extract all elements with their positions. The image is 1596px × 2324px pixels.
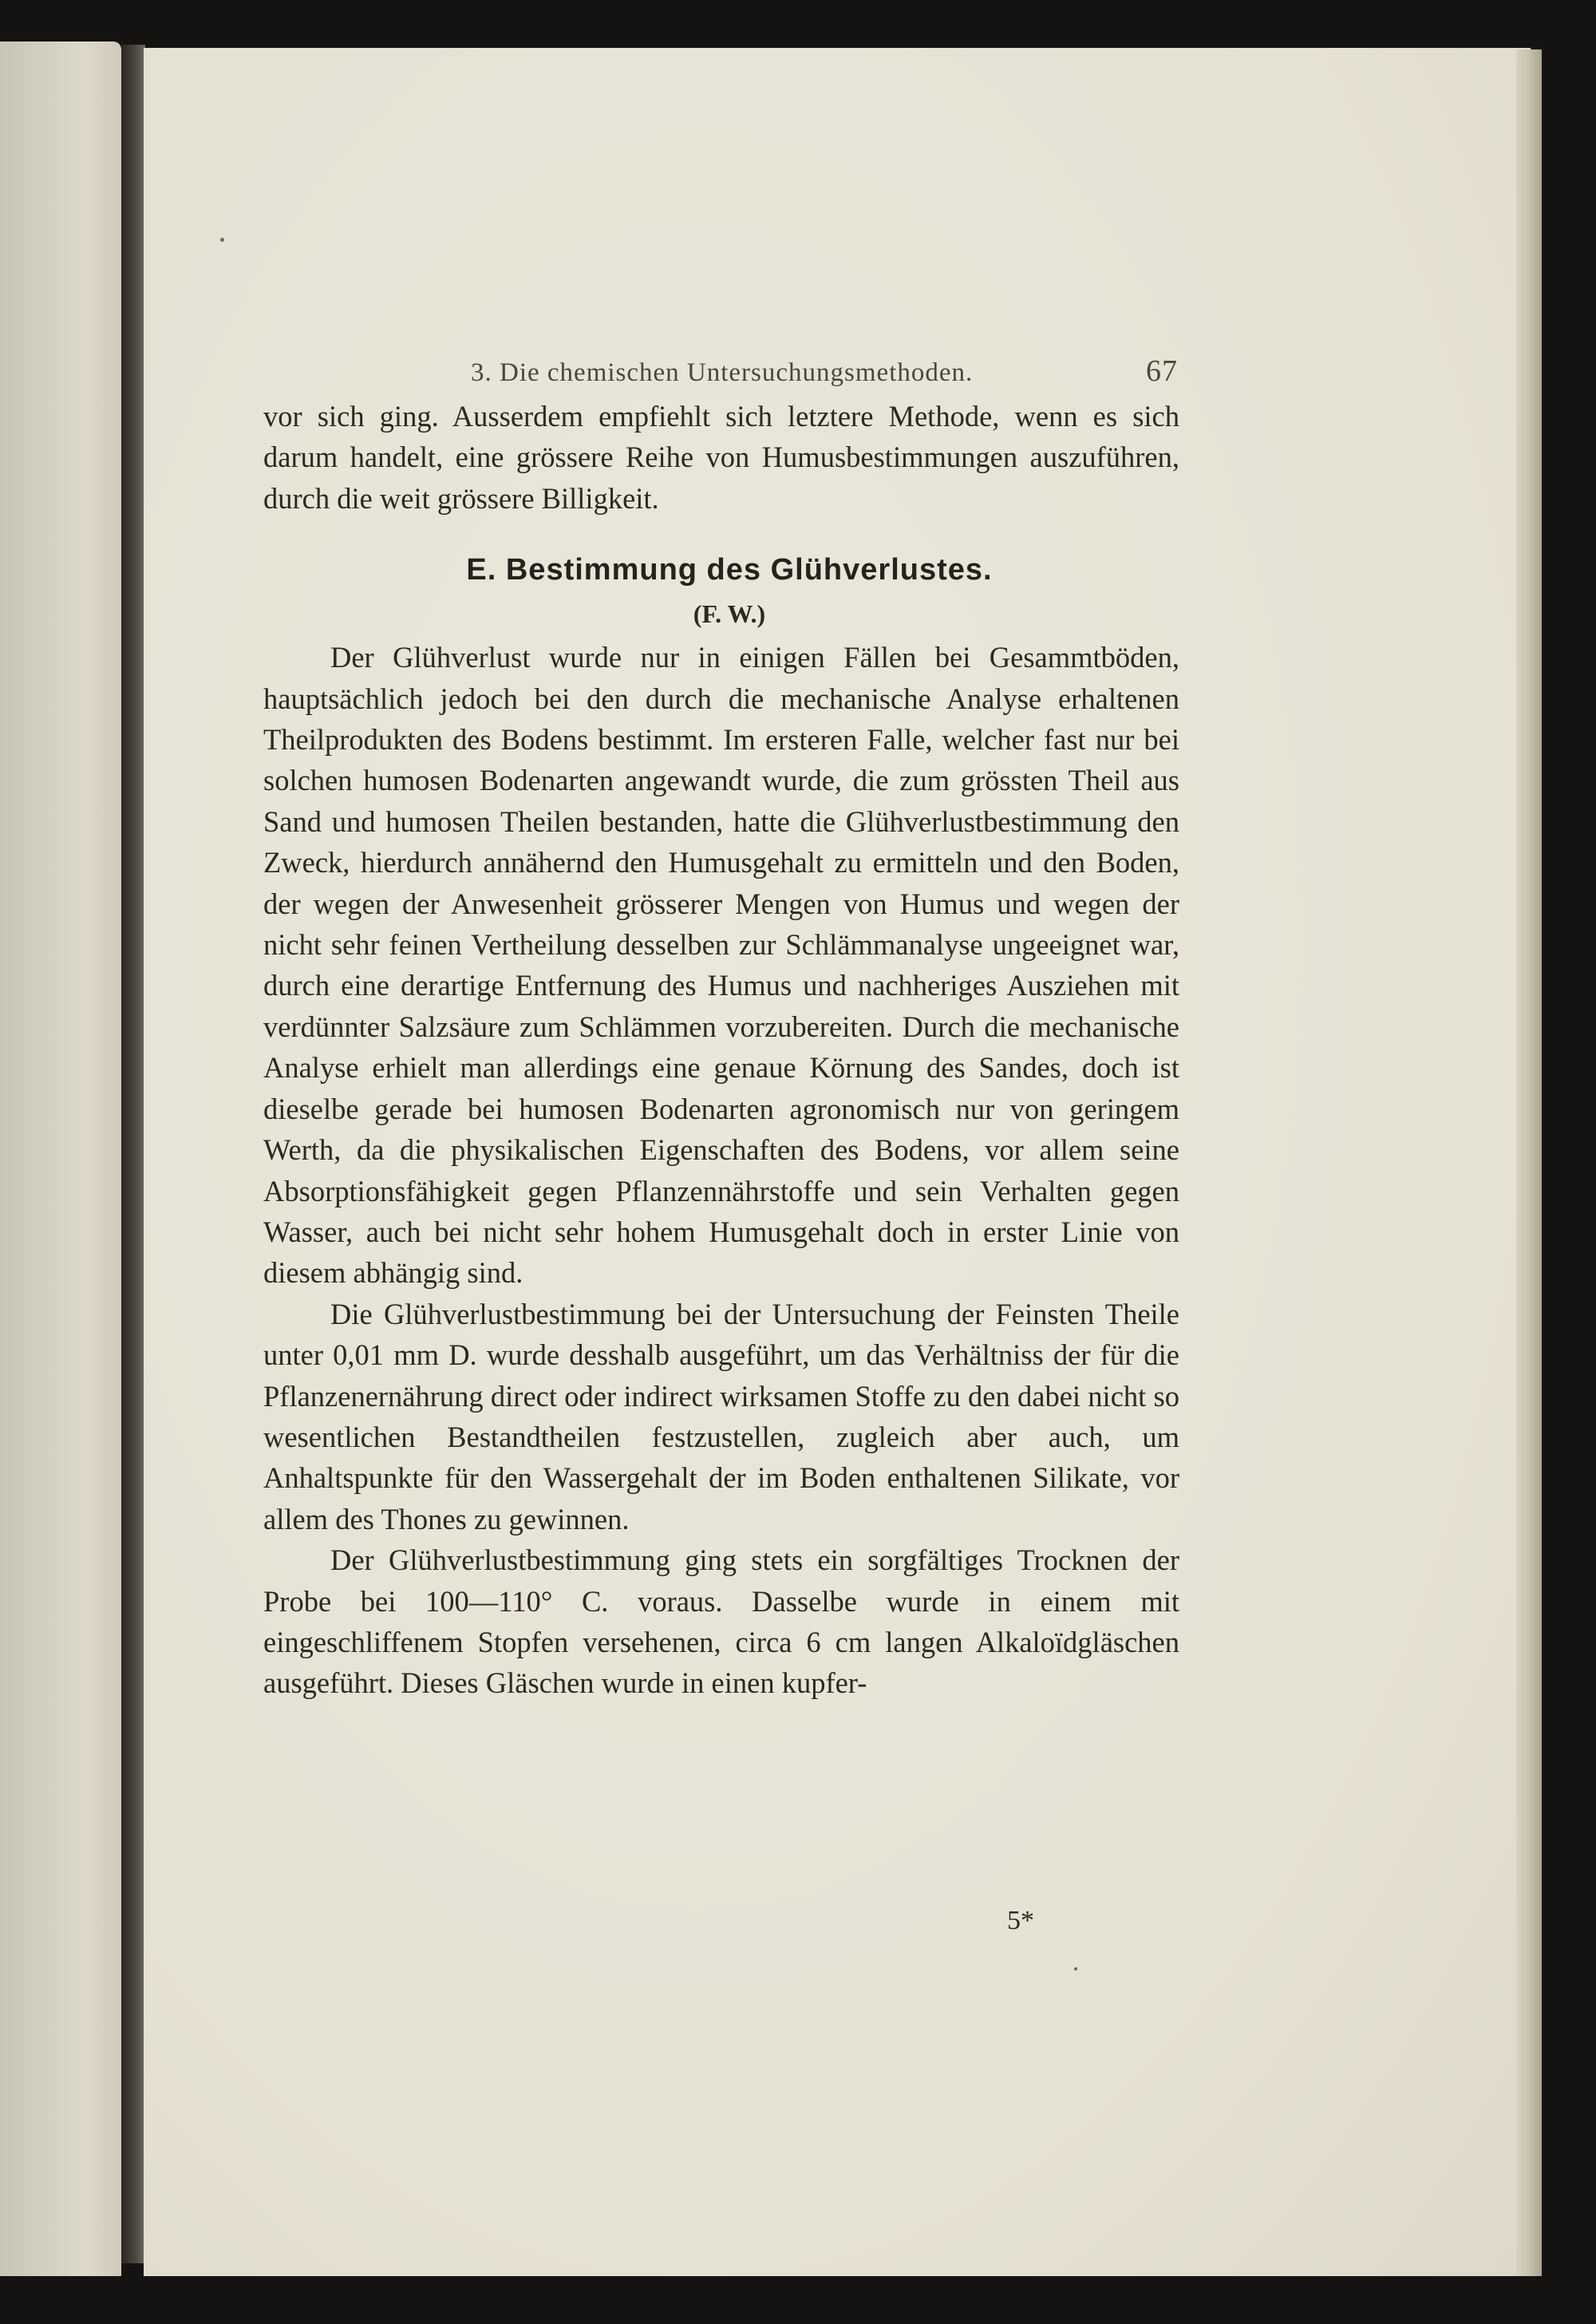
- paper-speck: [1074, 1967, 1077, 1970]
- page-text: [263, 351, 1179, 1704]
- running-title: 3. Die chemischen Untersuchungsmethoden.: [471, 358, 974, 387]
- page-number: 67: [1146, 354, 1178, 388]
- left-page-edge: [0, 42, 121, 2276]
- paragraph: Der Glühverlust wurde nur in einigen Fällen bei Gesammtböden, hauptsächlich jedoch bei den durch die mechanische Analyse erhaltenen Theilprodukten des Bodens bestimmt. Im ersteren Falle, welcher fast nur bei solchen humosen Bodenarten angewandt wurde, die zum grössten Theil aus Sand und humosen Theilen bestanden, hatte die Glühverlustbestimmung den Zweck, hierdurch annähernd den Humusgehalt zu ermitteln und den Boden, der wegen der Anwesenheit grösserer Mengen von Humus und wegen der nicht sehr feinen Vertheilung desselben zur Schlämmanalyse ungeeignet war, durch eine derartige Entfernung des Humus und nachheriges Ausziehen mit verdünnter Salzsäure zum Schlämmen vorzubereiten. Durch die mechanische Analyse erhielt man allerdings eine genaue Körnung des Sandes, doch ist dieselbe gerade bei humosen Bodenarten agronomisch nur von geringem Werth, da die physikalischen Eigenschaften des Bodens, vor allem seine Absorptionsfähigkeit gegen Pflanzennährstoffe und sein Verhalten gegen Wasser, auch bei nicht sehr hohem Humusgehalt doch in erster Linie von diesem abhängig sind.: [263, 641, 1179, 1290]
- paragraph: Der Glühverlustbestimmung ging stets ein sorgfältiges Trocknen der Probe bei 100—110° C. voraus. Dasselbe wurde in einem mit eingeschliffenem Stopfen versehenen, circa 6 cm langen Alkaloïdgläschen ausgeführt. Dieses Gläschen wurde in einen kupfer-: [263, 1543, 1179, 1700]
- signature-mark: 5*: [1007, 1906, 1034, 1935]
- paragraph-continued: vor sich ging. Ausserdem empfiehlt sich letztere Methode, wenn es sich darum handelt, eine grössere Reihe von Humusbestimmungen auszuführen, durch die weit grössere Billigkeit.: [263, 400, 1179, 515]
- book-gutter: [121, 45, 145, 2263]
- paragraph: Die Glühverlustbestimmung bei der Untersuchung der Feinsten Theile unter 0,01 mm D. wurde desshalb ausgeführt, um das Verhältniss der für die Pflanzenernährung direct oder indirect wirksamen Stoffe zu den dabei nicht so wesentlichen Bestandtheilen festzustellen, zugleich aber auch, um Anhaltspunkte für den Wassergehalt der im Boden enthaltenen Silikate, vor allem des Thones zu gewinnen.: [263, 1297, 1179, 1536]
- section-author: (F. W.): [693, 599, 766, 629]
- paper-speck: [220, 238, 224, 242]
- page-edge-stack: [1516, 49, 1542, 2276]
- section-title: E. Bestimmung des Glühverlustes.: [466, 553, 993, 587]
- running-header: [263, 351, 1179, 396]
